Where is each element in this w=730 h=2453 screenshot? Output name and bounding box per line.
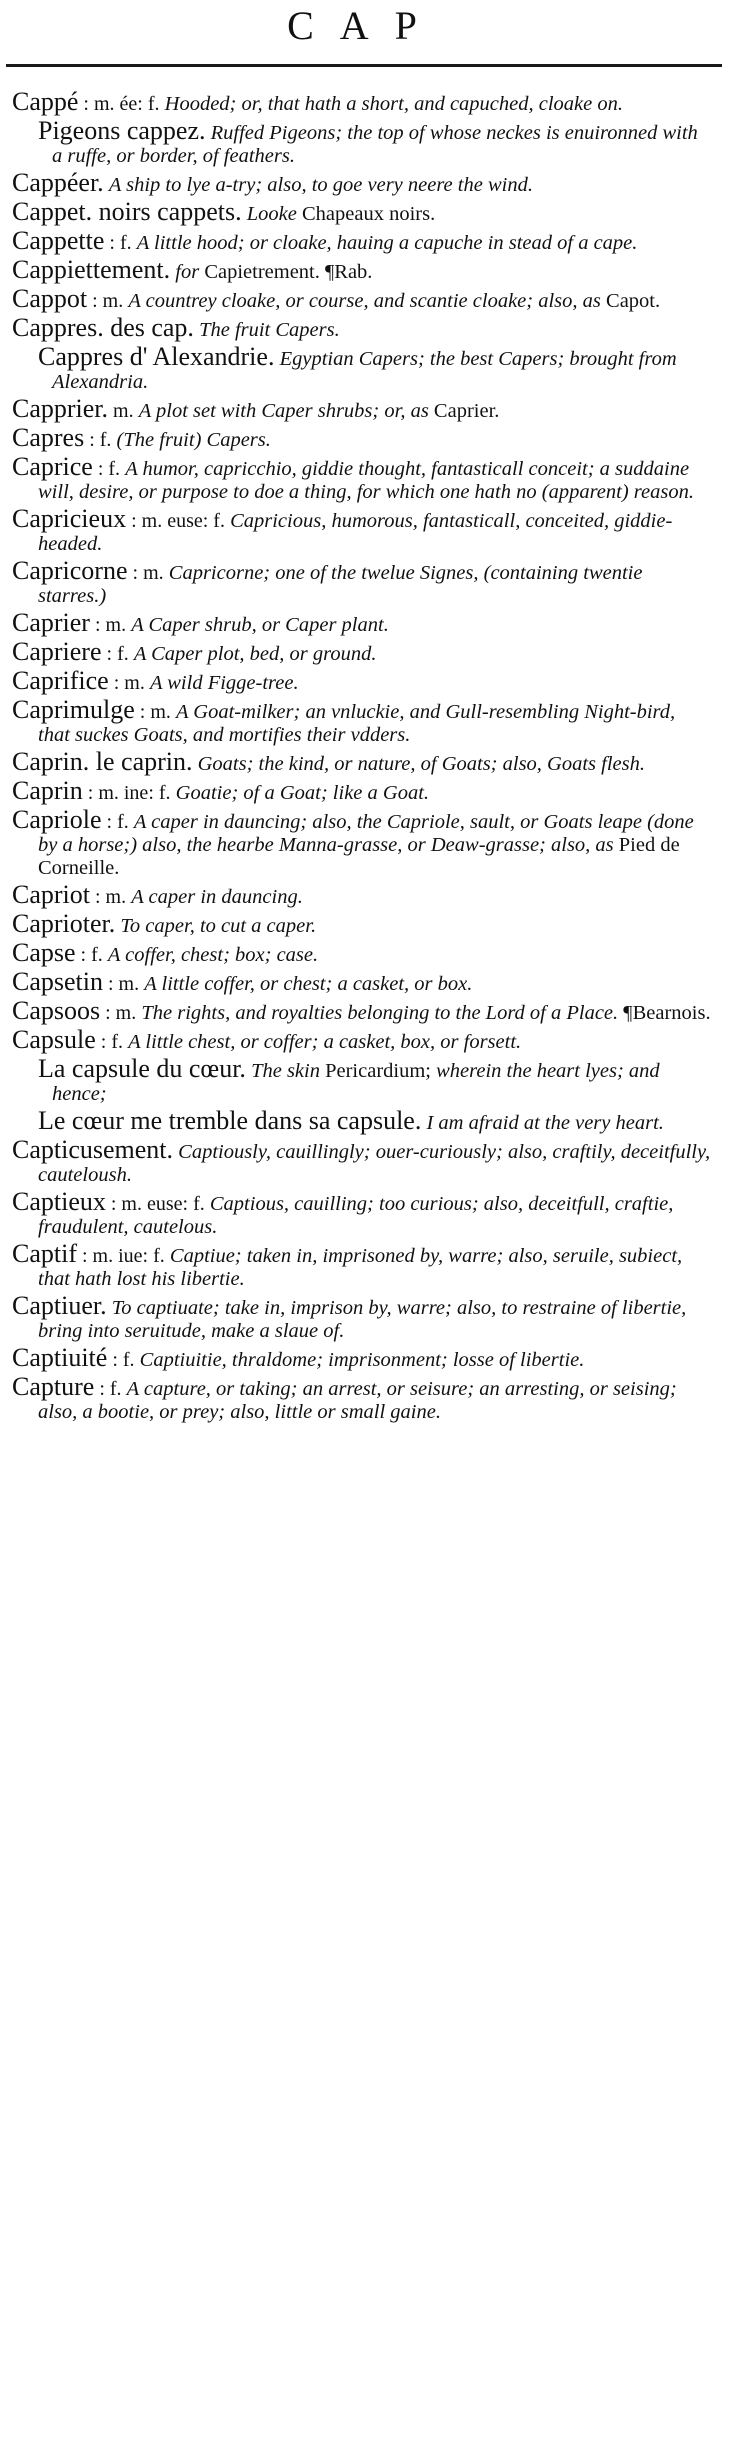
definition: Hooded; or, that hath a short, and capuched, cloake on.: [164, 93, 623, 115]
grammar-label: : f.: [106, 643, 129, 665]
definition: Ruffed Pigeons; the top of whose neckes is enuironned with a ruffe, or border, of feathers.: [52, 122, 698, 167]
definition: A wild Figge-tree.: [149, 672, 299, 694]
headword: Capricieux: [12, 504, 127, 533]
cross-reference: Chapeaux noirs.: [301, 203, 436, 225]
sub-entry: [12, 116, 712, 168]
dictionary-entry: [12, 1135, 712, 1187]
cross-reference: Caprier.: [433, 400, 500, 422]
headword: Cappiettement.: [12, 255, 171, 284]
definition: A Caper shrub, or Caper plant.: [131, 614, 389, 636]
headword: Capse: [12, 938, 76, 967]
definition: Goatie; of a Goat; like a Goat.: [175, 782, 430, 804]
grammar-label: : m.: [94, 614, 127, 636]
definition-continued: wherein the heart lyes; and hence;: [52, 1060, 660, 1105]
dictionary-entry: [12, 996, 712, 1025]
grammar-label: : f.: [109, 232, 132, 254]
grammar-label: : f.: [97, 458, 121, 480]
grammar-label: : m. ine: f.: [87, 782, 171, 804]
headword: Capticusement.: [12, 1135, 174, 1164]
headword: Caprimulge: [12, 695, 135, 724]
headword: Caprier: [12, 608, 90, 637]
header-rule: [6, 64, 722, 67]
grammar-label: : f.: [99, 1378, 122, 1400]
dictionary-entry: [12, 880, 712, 909]
definition: A humor, capricchio, giddie thought, fantasticall conceit; a suddaine will, desire, or purpose to doe a thing, for which one hath no (apparent) reason.: [38, 458, 694, 503]
dictionary-entry: [12, 1187, 712, 1239]
headword: Capriot: [12, 880, 90, 909]
dictionary-entry: [12, 87, 712, 116]
definition: Captiously, cauillingly; ouer-curiously; also, craftily, deceitfully, cauteloush.: [38, 1141, 711, 1186]
headword: Capricorne: [12, 556, 128, 585]
dictionary-entry: [12, 1372, 712, 1424]
grammar-label: : m.: [105, 1002, 137, 1024]
grammar-label: : m.: [95, 886, 127, 908]
headword: Capture: [12, 1372, 95, 1401]
dictionary-entry: [12, 452, 712, 504]
headword: Cappres d' Alexandrie.: [38, 342, 275, 371]
dictionary-entry: [12, 556, 712, 608]
headword: Captieux: [12, 1187, 106, 1216]
definition: Capricorne; one of the twelue Signes, (containing twentie starres.): [38, 562, 643, 607]
headword: Caprioter.: [12, 909, 116, 938]
grammar-label: : m. euse: f.: [110, 1193, 205, 1215]
headword: Capsoos: [12, 996, 101, 1025]
headword: Capriole: [12, 805, 102, 834]
headword: Caprice: [12, 452, 93, 481]
definition: A capture, or taking; an arrest, or seisure; an arresting, or seising; also, a bootie, or prey; also, little or small gaine.: [38, 1378, 677, 1423]
dictionary-entry: [12, 967, 712, 996]
definition: (The fruit) Capers.: [116, 429, 271, 451]
headword: Captif: [12, 1239, 77, 1268]
definition: The fruit Capers.: [199, 319, 340, 341]
running-head: CAP: [287, 3, 443, 48]
definition: Goats; the kind, or nature, of Goats; also, Goats flesh.: [197, 753, 646, 775]
definition: A Goat-milker; an vnluckie, and Gull-resembling Night-bird, that suckes Goats, and mortifies their vdders.: [38, 701, 676, 746]
headword: Le cœur me tremble dans sa capsule.: [38, 1106, 422, 1135]
dictionary-entry: [12, 423, 712, 452]
definition: Capricious, humorous, fantasticall, conceited, giddie-headed.: [38, 510, 673, 555]
headword: Capres: [12, 423, 85, 452]
dictionary-entry: [12, 909, 712, 938]
dictionary-entry: [12, 168, 712, 197]
grammar-label: : m.: [92, 290, 124, 312]
grammar-label: : f.: [106, 811, 129, 833]
headword: Cappot: [12, 284, 88, 313]
headword: Cappres. des cap.: [12, 313, 194, 342]
dictionary-entry: [12, 255, 712, 284]
definition: A little chest, or coffer; a casket, box, or forsett.: [128, 1031, 522, 1053]
grammar-label: : f.: [89, 429, 112, 451]
dictionary-entry: [12, 666, 712, 695]
dictionary-entry: [12, 695, 712, 747]
grammar-label: : m.: [108, 973, 140, 995]
headword: Caprifice: [12, 666, 109, 695]
cross-reference: ¶Bearnois.: [623, 1002, 711, 1024]
definition: A caper in dauncing.: [131, 886, 303, 908]
headword: Capprier.: [12, 394, 109, 423]
definition: To captiuate; take in, imprison by, warre; also, to restraine of libertie, bring into seruitude, make a slaue of.: [38, 1297, 687, 1342]
headword: Pigeons cappez.: [38, 116, 206, 145]
grammar-label: : f.: [100, 1031, 123, 1053]
dictionary-entry: [12, 504, 712, 556]
definition: Captious, cauilling; too curious; also, deceitfull, craftie, fraudulent, cautelous.: [38, 1193, 674, 1238]
grammar-label: m.: [113, 400, 134, 422]
definition: A plot set with Caper shrubs; or, as: [138, 400, 429, 422]
headword: Capriere: [12, 637, 102, 666]
sub-entry: [12, 342, 712, 394]
headword: Caprin: [12, 776, 83, 805]
headword: Capsule: [12, 1025, 96, 1054]
headword: Cappette: [12, 226, 105, 255]
dictionary-entry: [12, 1343, 712, 1372]
grammar-label: : m.: [113, 672, 145, 694]
definition: Captiue; taken in, imprisoned by, warre; also, seruile, subiect, that hath lost his libertie.: [38, 1245, 683, 1290]
definition: A ship to lye a-try; also, to goe very neere the wind.: [108, 174, 533, 196]
grammar-label: : m.: [139, 701, 171, 723]
cross-reference: Pied de Corneille.: [38, 834, 680, 879]
definition: The rights, and royalties belonging to the Lord of a Place.: [141, 1002, 619, 1024]
headword: Captiuité: [12, 1343, 108, 1372]
grammar-label: : m.: [132, 562, 164, 584]
headword: Capsetin: [12, 967, 103, 996]
dictionary-entry: [12, 394, 712, 423]
dictionary-entry: [12, 226, 712, 255]
definition: A little coffer, or chest; a casket, or box.: [144, 973, 473, 995]
dictionary-entry: [12, 197, 712, 226]
headword: La capsule du cœur.: [38, 1054, 246, 1083]
definition: A coffer, chest; box; case.: [107, 944, 319, 966]
cross-reference: Capietrement. ¶Rab.: [204, 261, 373, 283]
headword: Captiuer.: [12, 1291, 107, 1320]
definition: A countrey cloake, or course, and scantie cloake; also, as: [128, 290, 601, 312]
grammar-label: : m. ée: f.: [83, 93, 160, 115]
dictionary-entry: [12, 608, 712, 637]
dictionary-entry: [12, 313, 712, 342]
dictionary-entry: [12, 776, 712, 805]
grammar-label: : f.: [112, 1349, 135, 1371]
definition: A caper in dauncing; also, the Capriole, sault, or Goats leape (done by a horse;) also, the hearbe Manna-grasse, or Deaw-grasse; also, as: [38, 811, 694, 856]
definition: Looke: [246, 203, 297, 225]
definition: for: [175, 261, 200, 283]
headword: Cappéer.: [12, 168, 104, 197]
headword: Caprin. le caprin.: [12, 747, 193, 776]
definition: A Caper plot, bed, or ground.: [133, 643, 377, 665]
headword: Cappé: [12, 87, 79, 116]
headword: Cappet. noirs cappets.: [12, 197, 242, 226]
dictionary-entry: [12, 938, 712, 967]
entry-list: [12, 87, 712, 1427]
definition: I am afraid at the very heart.: [426, 1112, 664, 1134]
grammar-label: : f.: [80, 944, 103, 966]
definition: Egyptian Capers; the best Capers; brought from Alexandria.: [52, 348, 677, 393]
dictionary-entry: [12, 1239, 712, 1291]
dictionary-entry: [12, 284, 712, 313]
sub-entry: [12, 1054, 712, 1106]
definition: To caper, to cut a caper.: [120, 915, 317, 937]
cross-reference: Capot.: [606, 290, 661, 312]
definition: Captiuitie, thraldome; imprisonment; losse of libertie.: [139, 1349, 585, 1371]
definition: The skin: [251, 1060, 320, 1082]
dictionary-entry: [12, 1025, 712, 1054]
dictionary-entry: [12, 637, 712, 666]
definition: A little hood; or cloake, hauing a capuche in stead of a cape.: [136, 232, 638, 254]
cross-reference: Pericardium;: [325, 1060, 431, 1082]
dictionary-entry: [12, 747, 712, 776]
grammar-label: : m. iue: f.: [82, 1245, 165, 1267]
dictionary-entry: [12, 1291, 712, 1343]
sub-entry: [12, 1106, 712, 1135]
grammar-label: : m. euse: f.: [131, 510, 225, 532]
dictionary-entry: [12, 805, 712, 880]
